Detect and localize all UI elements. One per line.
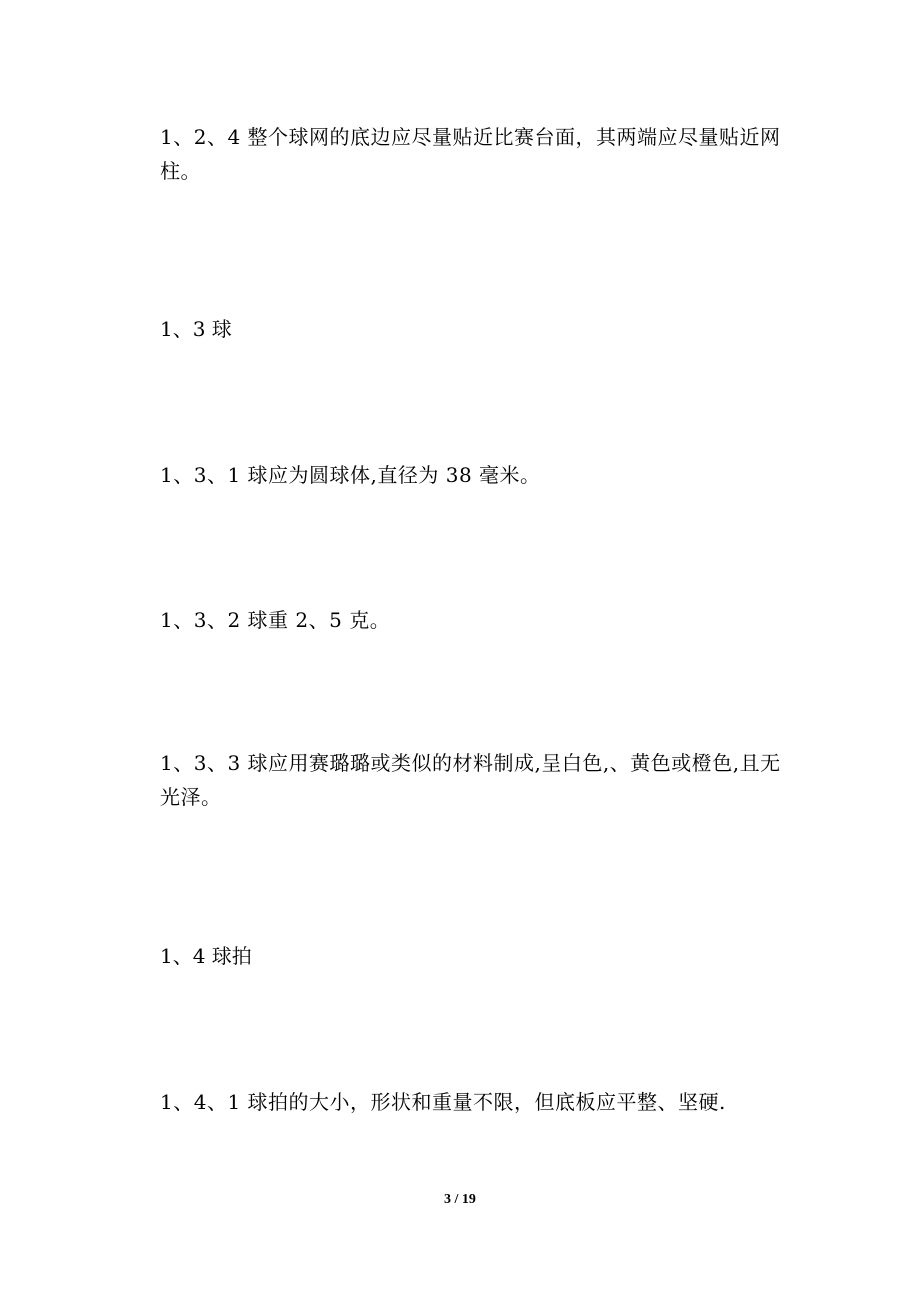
paragraph-1-3-1: 1、3、1 球应为圆球体,直径为 38 毫米。 bbox=[160, 463, 541, 487]
section-heading-1-3: 1、3 球 bbox=[160, 317, 232, 341]
paragraph-1-3-3: 1、3、3 球应用赛璐璐或类似的材料制成,呈白色,、黄色或橙色,且无光泽。 bbox=[160, 751, 781, 809]
section-heading-1-4: 1、4 球拍 bbox=[160, 944, 252, 968]
paragraph-1-2-4: 1、2、4 整个球网的底边应尽量贴近比赛台面，其两端应尽量贴近网柱。 bbox=[160, 125, 781, 183]
paragraph-1-4-1: 1、4、1 球拍的大小，形状和重量不限，但底板应平整、坚硬. bbox=[160, 1090, 726, 1114]
paragraph-1-3-2: 1、3、2 球重 2、5 克。 bbox=[160, 608, 391, 632]
page-number: 3 / 19 bbox=[444, 1192, 476, 1207]
